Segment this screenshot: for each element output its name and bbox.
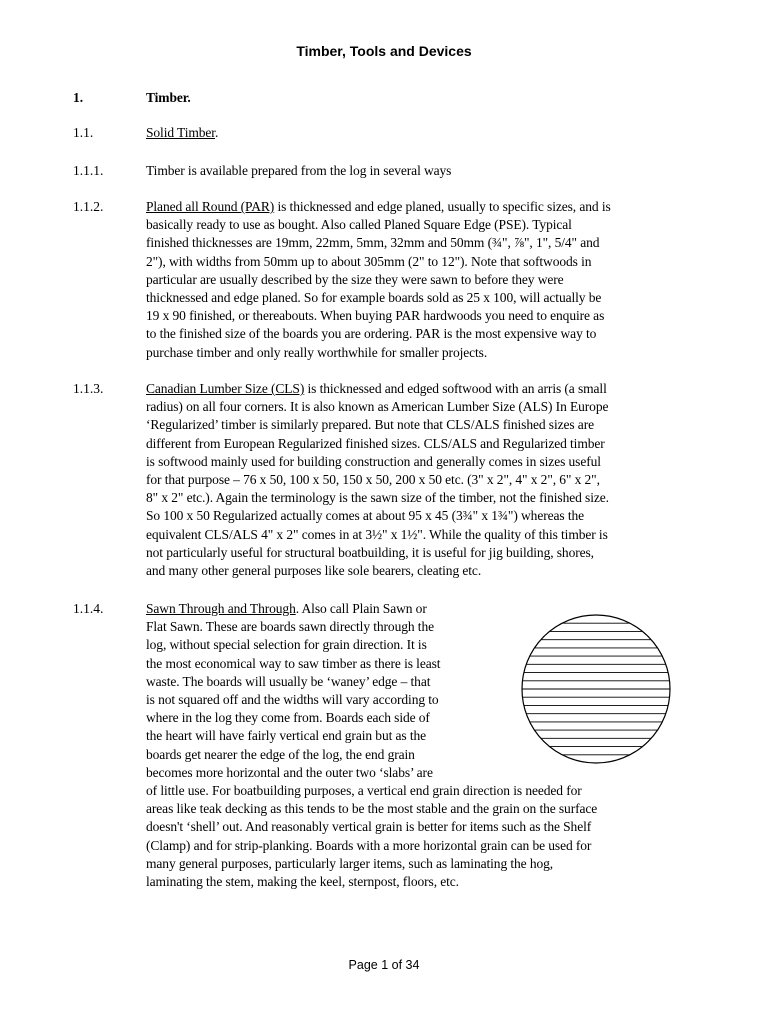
paragraph-line: to the finished size of the boards you are ordering. PAR is the most expensive way to [146,326,597,342]
paragraph-line: Canadian Lumber Size (CLS) is thicknessed and edged softwood with an arris (a small [146,381,607,396]
section-number-1-1-1: 1.1.1. [73,163,104,178]
section-number-1-1-2: 1.1.2. [73,199,104,214]
section-number-1-1-4: 1.1.4. [73,601,104,616]
solid-timber-term: Solid Timber [146,125,215,140]
paragraph-line: equivalent CLS/ALS 4" x 2" comes in at 3½" x 1½". While the quality of this timber is [146,526,608,542]
paragraph-line: the heart will have fairly vertical end grain but as the [146,728,427,744]
paragraph-line: particular are usually described by the size they were sawn to before they were [146,271,564,287]
paragraph-line: where in the log they come from. Boards each side of [146,710,430,726]
paragraph-line: Flat Sawn. These are boards sawn directly through the [146,619,435,635]
paragraph-line: waste. The boards will usually be ‘waney’ edge – that [146,673,431,689]
paragraph-line: thicknessed and edge planed. So for example boards sold as 25 x 100, will actually be [146,290,602,306]
page-title: Timber, Tools and Devices [296,43,472,59]
cls-term: Canadian Lumber Size (CLS) [146,381,305,396]
log-cross-section-figure [520,613,672,765]
paragraph-line: different from European Regularized finished sizes. CLS/ALS and Regularized timber [146,435,605,451]
paragraph-line: becomes more horizontal and the outer two ‘slabs’ are [146,764,433,780]
board-cut-lines [520,623,672,755]
paragraph-line: purchase timber and only really worthwhile for smaller projects. [146,344,488,360]
paragraph-line: is softwood mainly used for building construction and generally comes in sizes useful [146,453,601,469]
paragraph-1-1-1: Timber is available prepared from the log in several ways [146,163,452,178]
paragraph-line: many general purposes, particularly larger items, such as laminating the hog, [146,855,554,871]
paragraph-line: the most economical way to saw timber as there is least [146,655,441,671]
paragraph-line: 19 x 90 finished, or thereabouts. When buying PAR hardwoods you need to enquire as [146,308,605,324]
section-number-1-1-3: 1.1.3. [73,381,104,396]
paragraph-line: finished thicknesses are 19mm, 22mm, 5mm, 32mm and 50mm (¾", ⅞", 1", 5/4" and [146,235,600,251]
paragraph-line: ‘Regularized’ timber is similarly prepared. But note that CLS/ALS finished sizes are [146,417,594,433]
paragraph-line: 8" x 2" etc.). Again the terminology is the sawn size of the timber, not the finished size. [146,490,609,506]
paragraph-line: areas like teak decking as this tends to be the most stable and the grain on the surface [146,801,598,817]
paragraph-line: So 100 x 50 Regularized actually comes at about 95 x 45 (3¾" x 1¾") whereas the [146,508,585,524]
sawn-through-term: Sawn Through and Through [146,601,296,616]
paragraph-line: radius) on all four corners. It is also known as American Lumber Size (ALS) In Europe [146,399,609,415]
page-footer: Page 1 of 34 [348,958,420,972]
paragraph-line: log, without special selection for grain direction. It is [146,637,427,653]
paragraph-line: and many other general purposes like sole bearers, cleating etc. [146,563,482,579]
paragraph-line: boards get nearer the edge of the log, the end grain [146,746,415,762]
section-number-1: 1. [73,90,84,105]
solid-timber-suffix: . [214,125,219,140]
paragraph-line: basically ready to use as bought. Also called Planed Square Edge (PSE). Typical [146,217,572,233]
section-heading-solid-timber [146,124,218,142]
section-heading-timber: Timber. [146,90,191,105]
paragraph-line: 2"), with widths from 50mm up to about 305mm (2" to 12"). Note that softwoods in [146,253,592,269]
paragraph-line: Planed all Round (PAR) is thicknessed and edge planed, usually to specific sizes, and is [146,199,611,214]
paragraph-line: of little use. For boatbuilding purposes, a vertical end grain direction is needed for [146,783,582,799]
paragraph-1-1-3 [146,380,609,580]
paragraph-line: (Clamp) and for strip-planking. Boards with a more horizontal grain can be used for [146,837,592,853]
par-term: Planed all Round (PAR) [146,199,275,214]
section-number-1-1: 1.1. [73,125,94,140]
paragraph-1-1-2 [146,198,611,362]
paragraph-line: laminating the stem, making the keel, sternpost, floors, etc. [146,874,459,890]
paragraph-line: not particularly useful for structural boatbuilding, it is useful for jig building, shores, [146,544,594,560]
paragraph-line: for that purpose – 76 x 50, 100 x 50, 150 x 50, 200 x 50 etc. (3" x 2", 4" x 2", 6" x 2", [146,472,600,488]
paragraph-line: is not squared off and the widths will vary according to [146,692,439,708]
paragraph-line: doesn't ‘shell’ out. And reasonably vertical grain is better for items such as the Shelf [146,819,592,835]
paragraph-line: Sawn Through and Through. Also call Plain Sawn or [146,601,427,616]
